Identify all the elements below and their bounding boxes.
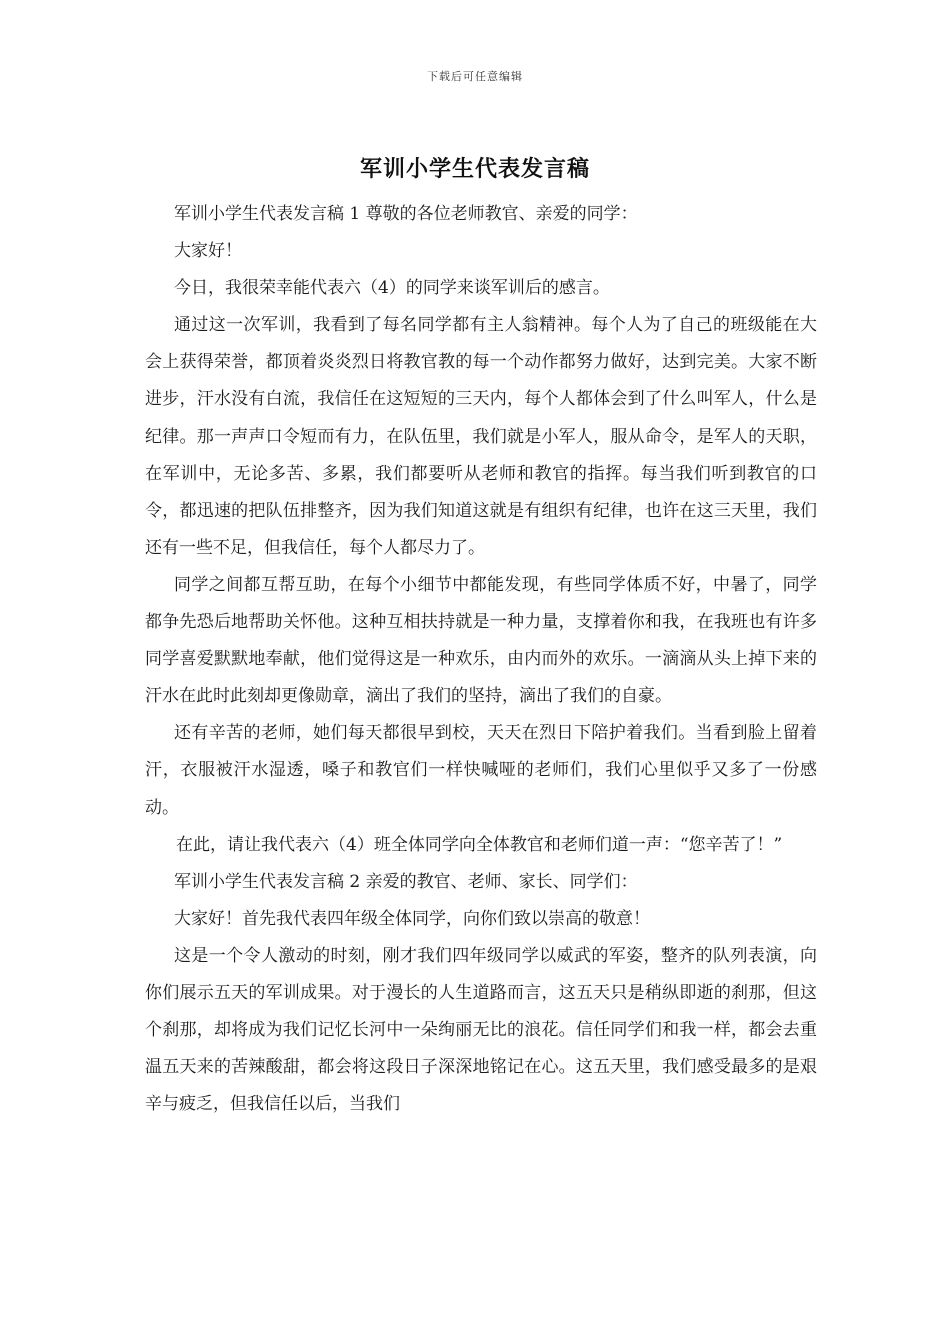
paragraph-1: 军训小学生代表发言稿 1 尊敬的各位老师教官、亲爱的同学： <box>174 204 638 224</box>
paragraph-10: 这是一个令人激动的时刻，刚才我们四年级同学以威武的军姿，整齐的队列表演，向你们展示五天的军训成果。对于漫长的人生道路而言，这五天只是稍纵即逝的刹那，但这个刹那，却将成为我们记忆长河中一朵绚丽无比的浪花。信任同学们和我一样，都会去重温五天来的苦辣酸甜，都会将这段日子深深地铭记在心。这五天里，我们感受最多的是艰辛与疲乏，但我信任以后，当我们 <box>145 945 817 1115</box>
paragraph-9: 大家好！首先我代表四年级全体同学，向你们致以崇高的敬意！ <box>174 908 650 929</box>
paragraph-5: 同学之间都互帮互助，在每个小细节中都能发现，有些同学体质不好，中暑了，同学都争先恐后地帮助关怀他。这种互相扶持就是一种力量，支撑着你和我，在我班也有许多同学喜爱默默地奉献，他们觉得这是一种欢乐，由内而外的欢乐。一滴滴从头上掉下来的汗水在此时此刻却更像勋章，滴出了我们的坚持，滴出了我们的自豪。 <box>145 574 817 707</box>
header-note: 下载后可任意编辑 <box>427 70 523 83</box>
paragraph-3: 今日，我很荣幸能代表六（4）的同学来谈军训后的感言。 <box>174 278 610 299</box>
paragraph-2: 大家好！ <box>174 241 242 262</box>
document-body <box>145 196 817 1123</box>
paragraph-7: 在此，请让我代表六（4）班全体同学向全体教官和老师们道一声：“您辛苦了！” <box>176 834 783 855</box>
paragraph-8: 军训小学生代表发言稿 2 亲爱的教官、老师、家长、同学们： <box>174 871 638 892</box>
document-title: 军训小学生代表发言稿 <box>359 156 590 182</box>
paragraph-4: 通过这一次军训，我看到了每名同学都有主人翁精神。每个人为了自己的班级能在大会上获得荣誉，都顶着炎炎烈日将教官教的每一个动作都努力做好，达到完美。大家不断进步，汗水没有白流，我信任在这短短的三天内，每个人都体会到了什么叫军人，什么是纪律。那一声声口令短而有力，在队伍里，我们就是小军人，服从命令，是军人的天职，在军训中，无论多苦、多累，我们都要听从老师和教官的指挥。每当我们听到教官的口令，都迅速的把队伍排整齐，因为我们知道这就是有组织有纪律，也许在这三天里，我们还有一些不足，但我信任，每个人都尽力了。 <box>145 315 817 558</box>
paragraph-6: 还有辛苦的老师，她们每天都很早到校，天天在烈日下陪护着我们。当看到脸上留着汗，衣服被汗水湿透，嗓子和教官们一样快喊哑的老师们，我们心里似乎又多了一份感动。 <box>145 723 817 818</box>
